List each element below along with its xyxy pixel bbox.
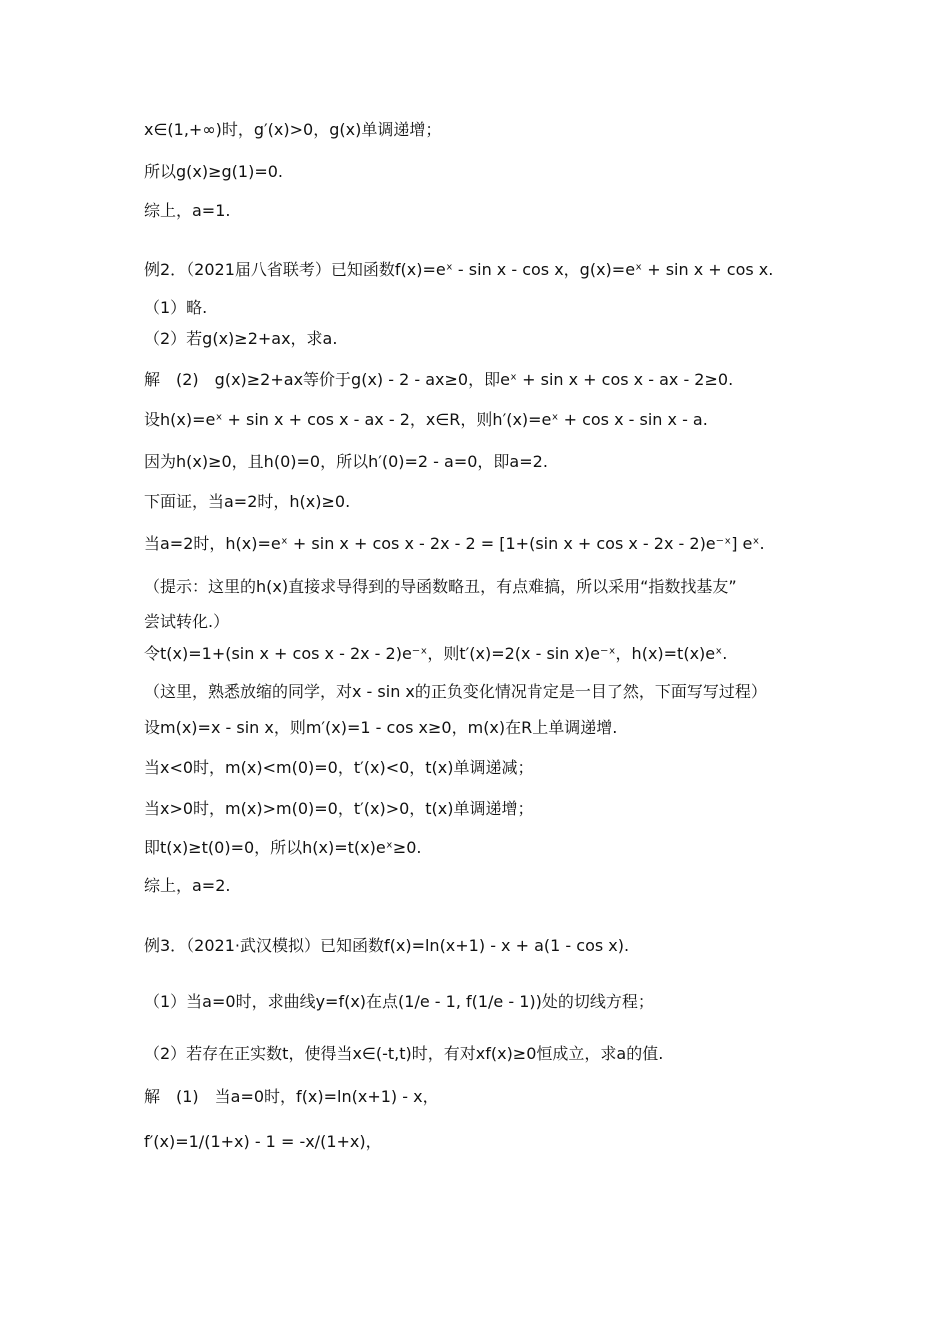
text-line: f′(x)=1/(1+x) - 1 = -x/(1+x)， — [144, 1132, 382, 1151]
example-heading: 例3．（2021·武汉模拟）已知函数f(x)=ln(x+1) - x + a(1 - cos x). — [144, 936, 630, 955]
text-line: 综上，a=2. — [144, 876, 231, 895]
text-line: 综上，a=1. — [144, 201, 231, 220]
text-line: （1）当a=0时，求曲线y=f(x)在点(1/e - 1, f(1/e - 1))处的切线方程； — [144, 992, 654, 1011]
text-line: 所以g(x)≥g(1)=0. — [144, 162, 284, 181]
note-line: （这里，熟悉放缩的同学，对x - sin x的正负变化情况肯定是一目了然，下面写写过程） — [144, 682, 767, 701]
solution-line: 解 (2) g(x)≥2+ax等价于g(x) - 2 - ax≥0，即eˣ + sin x + cos x - ax - 2≥0. — [144, 370, 734, 389]
text-line: （2）若g(x)≥2+ax，求a. — [144, 329, 338, 348]
solution-line: 解 (1) 当a=0时，f(x)=ln(x+1) - x， — [144, 1087, 439, 1106]
text-line: 设h(x)=eˣ + sin x + cos x - ax - 2，x∈R，则h′(x)=eˣ + cos x - sin x - a. — [144, 410, 708, 429]
text-line: 下面证，当a=2时，h(x)≥0. — [144, 492, 351, 511]
text-line: 即t(x)≥t(0)=0，所以h(x)=t(x)eˣ≥0. — [144, 838, 422, 857]
text-line: （1）略. — [144, 298, 208, 317]
text-line: （2）若存在正实数t，使得当x∈(-t,t)时，有对xf(x)≥0恒成立，求a的值. — [144, 1044, 664, 1063]
hint-line: （提示：这里的h(x)直接求导得到的导函数略丑，有点难搞，所以采用“指数找基友” — [144, 577, 737, 596]
text-line: 令t(x)=1+(sin x + cos x - 2x - 2)e⁻ˣ，则t′(x)=2(x - sin x)e⁻ˣ，h(x)=t(x)eˣ. — [144, 644, 728, 663]
hint-line: 尝试转化.） — [144, 612, 230, 631]
text-line: 设m(x)=x - sin x，则m′(x)=1 - cos x≥0，m(x)在R上单调递增. — [144, 718, 618, 737]
text-line: 当x>0时，m(x)>m(0)=0，t′(x)>0，t(x)单调递增； — [144, 799, 534, 818]
text-line: 因为h(x)≥0，且h(0)=0，所以h′(0)=2 - a=0，即a=2. — [144, 452, 548, 471]
text-line: 当a=2时，h(x)=eˣ + sin x + cos x - 2x - 2 = [1+(sin x + cos x - 2x - 2)e⁻ˣ] eˣ. — [144, 534, 765, 553]
example-heading: 例2．（2021届八省联考）已知函数f(x)=eˣ - sin x - cos x，g(x)=eˣ + sin x + cos x. — [144, 260, 774, 279]
text-line: x∈(1,+∞)时，g′(x)>0，g(x)单调递增； — [144, 120, 442, 139]
text-line: 当x<0时，m(x)<m(0)=0，t′(x)<0，t(x)单调递减； — [144, 758, 534, 777]
